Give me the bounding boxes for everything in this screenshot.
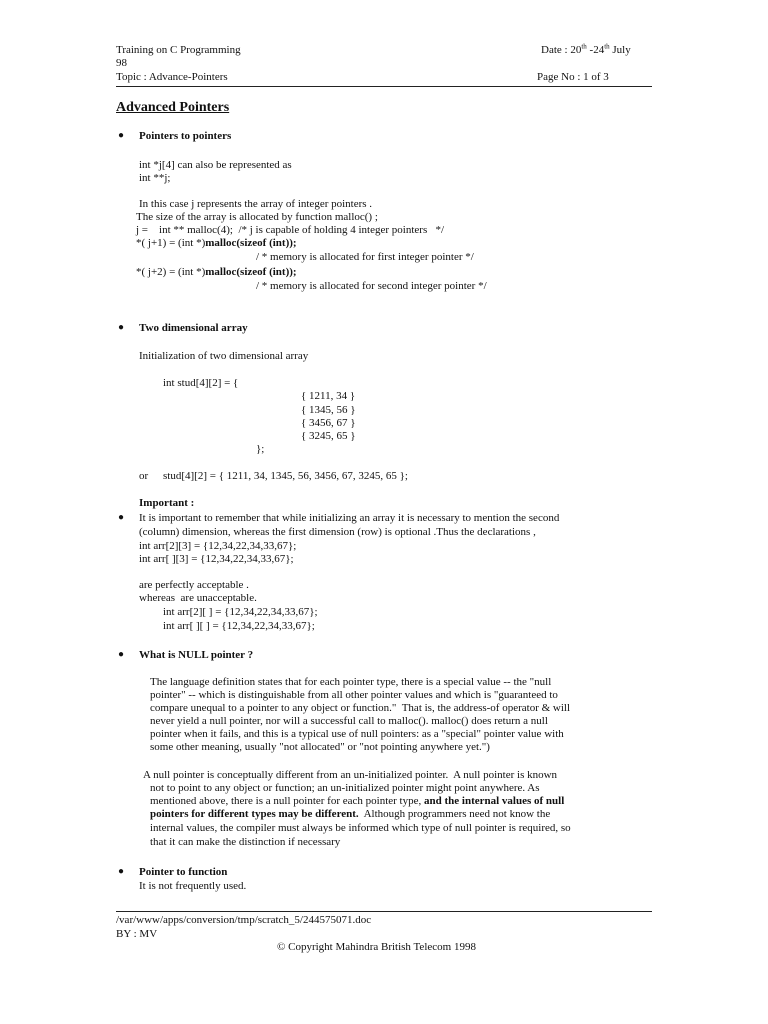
section-heading-pointer-to-function: Pointer to function [139, 866, 228, 878]
topic-label: Topic : Advance-Pointers [116, 71, 228, 83]
page-number: Page No : 1 of 3 [537, 71, 609, 83]
bullet: ● [118, 866, 125, 877]
code-line: { 1211, 34 } [301, 390, 356, 402]
code-line: j = int ** malloc(4); /* j is capable of holding 4 integer pointers */ [136, 224, 445, 236]
text-line: It is not frequently used. [139, 880, 247, 892]
text-line: In this case j represents the array of integer pointers . [139, 198, 373, 210]
bullet: ● [118, 322, 125, 333]
text-line: are perfectly acceptable . [139, 579, 249, 591]
course-title: Training on C Programming [116, 44, 241, 56]
text-line: The language definition states that for each pointer type, there is a special value -- the "null [150, 676, 552, 688]
code-comment: / * memory is allocated for second integer pointer */ [256, 280, 487, 292]
text-line: compare unequal to a pointer to any object or function." That is, the address-of operator & will [150, 702, 571, 714]
bullet: ● [118, 130, 125, 141]
section-heading-two-dimensional-array: Two dimensional array [139, 322, 248, 334]
code-line: int arr[2][ ] = {12,34,22,34,33,67}; [163, 606, 318, 618]
code-line: *( j+2) = (int *)malloc(sizeof (int)); [136, 266, 297, 278]
text-line: A null pointer is conceptually different from an un-initialized pointer. A null pointer is known [143, 769, 558, 781]
code-line: int arr[ ][3] = {12,34,22,34,33,67}; [139, 553, 294, 565]
text-line: (column) dimension, whereas the first dimension (row) is optional .Thus the declarations , [139, 526, 536, 538]
footer-rule [116, 911, 652, 912]
code-line: int arr[2][3] = {12,34,22,34,33,67}; [139, 540, 297, 552]
code-line: int arr[ ][ ] = {12,34,22,34,33,67}; [163, 620, 315, 632]
text-line: never yield a null pointer, nor will a successful call to malloc(). malloc() does return a null [150, 715, 548, 727]
footer-author: BY : MV [116, 928, 158, 940]
course-year: 98 [116, 57, 127, 69]
footer-copyright: © Copyright Mahindra British Telecom 1998 [277, 941, 476, 953]
text-line: Initialization of two dimensional array [139, 350, 309, 362]
code-line: int stud[4][2] = { [163, 377, 239, 389]
text-line: pointers for different types may be different. Although programmers need not know the [150, 808, 551, 820]
text-line: or [139, 470, 149, 482]
section-heading-null-pointer: What is NULL pointer ? [139, 649, 254, 661]
text-line: It is important to remember that while initializing an array it is necessary to mention the second [139, 512, 560, 524]
header-rule [116, 86, 652, 87]
code-line: { 3245, 65 } [301, 430, 356, 442]
important-label: Important : [139, 497, 195, 509]
bullet: ● [118, 512, 125, 523]
section-heading-pointers-to-pointers: Pointers to pointers [139, 130, 232, 142]
code-line: *( j+1) = (int *)malloc(sizeof (int)); [136, 237, 297, 249]
text-line: int **j; [139, 172, 171, 184]
code-line: }; [256, 443, 265, 455]
text-line: not to point to any object or function; an un-initialized pointer might point anywhere. As [150, 782, 540, 794]
bullet: ● [118, 649, 125, 660]
code-line: { 1345, 56 } [301, 404, 356, 416]
code-comment: / * memory is allocated for first integer pointer */ [256, 251, 474, 263]
text-line: pointer" -- which is distinguishable from all other pointer values and which is "guaranteed to [150, 689, 558, 701]
code-line: { 3456, 67 } [301, 417, 356, 429]
code-line: stud[4][2] = { 1211, 34, 1345, 56, 3456, 67, 3245, 65 }; [163, 470, 408, 482]
text-line: mentioned above, there is a null pointer for each pointer type, and the internal values of null [150, 795, 565, 807]
text-line: some other meaning, usually "not allocated" or "not pointing anywhere yet.") [150, 741, 490, 753]
text-line: that it can make the distinction if necessary [150, 836, 341, 848]
text-line: internal values, the compiler must always be informed which type of null pointer is required, so [150, 822, 571, 834]
text-line: pointer when it fails, and this is a typical use of null pointers: as a "special" pointer value with [150, 728, 564, 740]
page-title: Advanced Pointers [116, 100, 230, 115]
text-line: The size of the array is allocated by function malloc() ; [136, 211, 378, 223]
date-label: Date : 20th -24th July [541, 42, 631, 56]
text-line: whereas are unacceptable. [139, 592, 257, 604]
text-line: int *j[4] can also be represented as [139, 159, 292, 171]
footer-file-path: /var/www/apps/conversion/tmp/scratch_5/244575071.doc [116, 914, 372, 926]
